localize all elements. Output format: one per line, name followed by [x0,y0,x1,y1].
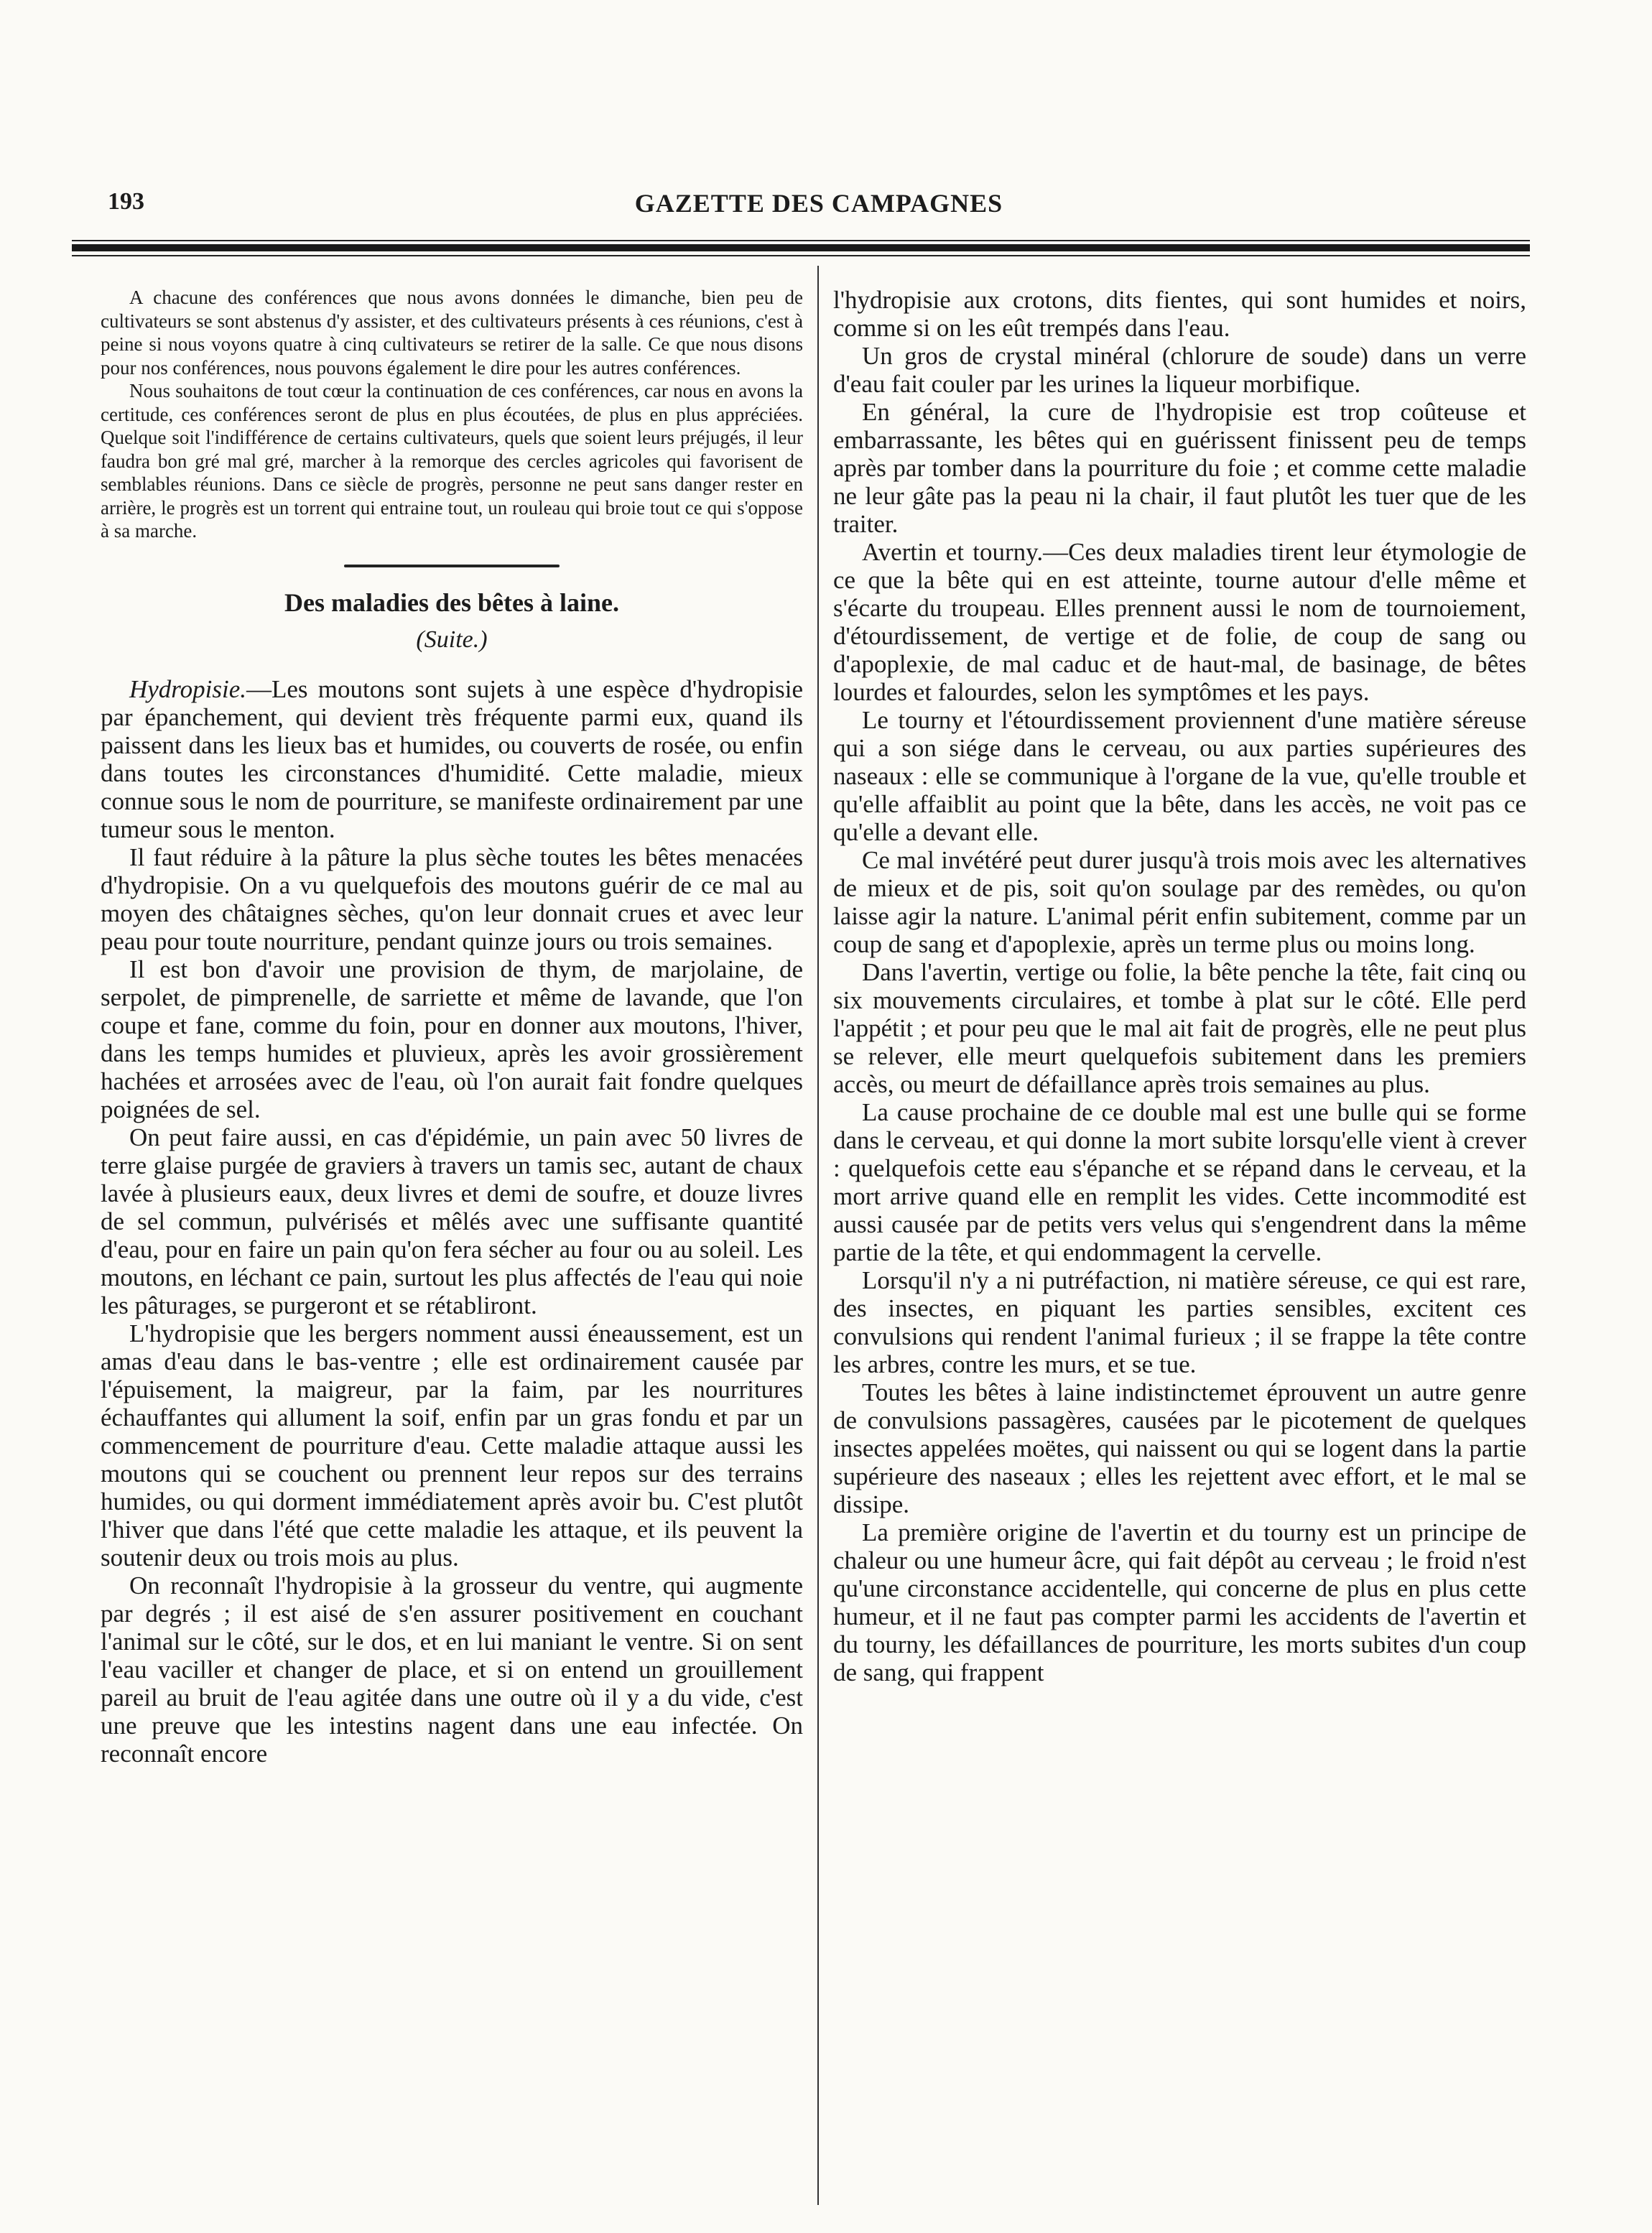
article-paragraph: Il faut réduire à la pâture la plus sèche toutes les bêtes menacées d'hydropisie. On a vu quelquefois des moutons guérir de ce mal au moyen des châtaignes sèches, qu'on leur donnait crues et avec leur peau pour toute nourriture, pendant quinze jours ou trois semaines. [101,842,803,955]
article-paragraph: l'hydropisie aux crotons, dits fientes, qui sont humides et noirs, comme si on les eût trempés dans l'eau. [833,286,1526,342]
article-paragraph: Toutes les bêtes à laine indistinctemet éprouvent un autre genre de convulsions passagères, causées par le picotement de quelques insectes appelées moëtes, qui naissent ou qui se logent dans la partie supérieure des naseaux ; elles les rejettent avec effort, et le mal se dissipe. [833,1378,1526,1518]
article-paragraph: Lorsqu'il n'y a ni putréfaction, ni matière séreuse, ce qui est rare, des insectes, en piquant les parties sensibles, excitent ces convulsions qui rendent l'animal furieux ; il se frappe la tête contre les arbres, contre les murs, et se tue. [833,1266,1526,1378]
article-paragraph: La cause prochaine de ce double mal est une bulle qui se forme dans le cerveau, et qui donne la mort subite lorsqu'elle vient à crever : quelquefois cette eau s'épanche et se répand dans le cerveau, et la mort arrive quand elle en remplit les vides. Cette incommodité est aussi causée par de petits vers velus qui s'engendrent dans la même partie de la tête, et qui endommagent la cervelle. [833,1098,1526,1266]
right-column [833,286,1526,1686]
article-paragraph: Ce mal invétéré peut durer jusqu'à trois mois avec les alternatives de mieux et de pis, soit qu'on soulage par des remèdes, ou qu'on laisse agir la nature. L'animal périt enfin subitement, comme par un coup de sang et d'apoplexie, après un terme plus ou moins long. [833,846,1526,958]
page-number: 193 [108,188,144,215]
left-column [101,286,803,1768]
intro-paragraph: Nous souhaitons de tout cœur la continuation de ces conférences, car nous en avons la certitude, ces conférences seront de plus en plus écoutées, de plus en plus appréciées. Quelque soit l'indifférence de certains cultivateurs, quels que soient leurs préjugés, il leur faudra bon gré mal gré, marcher à la remorque des cercles agricoles qui favorisent de semblables réunions. Dans ce siècle de progrès, personne ne peut sans danger rester en arrière, le progrès est un torrent qui entraine tout, un rouleau qui broie tout ce qui s'oppose à sa marche. [101,380,803,542]
header-rule-thick [72,244,1530,251]
article-paragraph [101,675,803,843]
journal-title: GAZETTE DES CAMPAGNES [634,189,1003,218]
article-paragraph: L'hydropisie que les bergers nomment aussi éneaussement, est un amas d'eau dans le bas-ventre ; elle est ordinairement causée par l'épuisement, la maigreur, par la faim, par les nourritures échauffantes qui allument la soif, enfin par un gras fondu et par un commencement de pourriture d'eau. Cette maladie attaque aussi les moutons qui se couchent ou prennent leur repos sur des terrains humides, ou qui dorment immédiatement après avoir bu. C'est plutôt l'hiver que dans l'été que cette maladie les attaque, et ils peuvent la soutenir deux ou trois mois au plus. [101,1319,803,1572]
paragraph-text: —Les moutons sont sujets à une espèce d'hydropisie par épanchement, qui devient très fréquente parmi eux, quand ils paissent dans les lieux bas et humides, ou couverts de rosée, ou enfin dans toutes les circonstances d'humidité. Cette maladie, mieux connue sous le nom de pourriture, se manifeste ordinairement par une tumeur sous le menton. [101,674,803,843]
column-divider [817,266,819,2205]
article-paragraph: Avertin et tourny.—Ces deux maladies tirent leur étymologie de ce que la bête qui en est atteinte, tourne autour d'elle même et s'écarte du troupeau. Elles prennent aussi le nom de tournoiement, d'étourdissement, de vertige et de folie, de coup de sang ou d'apoplexie, de mal caduc et de haut-mal, de basinage, de bêtes lourdes et falourdes, selon les symptômes et les pays. [833,538,1526,706]
article-paragraph: On reconnaît l'hydropisie à la grosseur du ventre, qui augmente par degrés ; il est aisé de s'en assurer positivement en couchant l'animal sur le côté, sur le dos, et en lui maniant le ventre. Si on sent l'eau vaciller et changer de place, et si on entend un grouillement pareil au bruit de l'eau agitée dans une outre où il y a du vide, c'est une preuve que les intestins nagent dans une eau infectée. On reconnaît encore [101,1571,803,1768]
article-paragraph: La première origine de l'avertin et du tourny est un principe de chaleur ou une humeur âcre, qui fait dépôt au cerveau ; le froid n'est qu'une circonstance accidentelle, qui concerne de plus en plus cette humeur, et il ne faut pas compter parmi les accidents de l'avertin et du tourny, les défaillances de pourriture, les morts subites d'un coup de sang, qui frappent [833,1518,1526,1686]
section-subtitle: (Suite.) [416,626,488,653]
header-rule-bottom [72,255,1530,256]
intro-paragraph: A chacune des conférences que nous avons données le dimanche, bien peu de cultivateurs se sont abstenus d'y assister, et des cultivateurs présents à ces réunions, c'est à peine si nous voyons quatre à cinq cultivateurs se retirer de la salle. Ce que nous disons pour nos conférences, nous pouvons également le dire pour les autres conférences. [101,287,803,379]
article-paragraph: On peut faire aussi, en cas d'épidémie, un pain avec 50 livres de terre glaise purgée de graviers à travers un tamis sec, autant de chaux lavée à plusieurs eaux, deux livres et demi de soufre, et douze livres de sel commun, pulvérisés et mêlés avec une suffisante quantité d'eau, pour en faire un pain qu'on fera sécher au four ou au soleil. Les moutons, en léchant ce pain, surtout les plus affectés de l'eau qui noie les pâturages, se purgeront et se rétabliront. [101,1123,803,1319]
page-header [108,188,1530,220]
article-paragraph: Dans l'avertin, vertige ou folie, la bête penche la tête, fait cinq ou six mouvements circulaires, et tombe à plat sur le côté. Elle perd l'appétit ; et pour peu que le mal ait fait de progrès, elle ne peut plus se relever, elle meurt quelquefois subitement dans les premiers accès, ou meurt de défaillance après trois semaines au plus. [833,958,1526,1098]
article-paragraph: Le tourny et l'étourdissement proviennent d'une matière séreuse qui a son siége dans le cerveau, ou aux parties supérieures des naseaux : elle se communique à l'organe de la vue, qu'elle trouble et qu'elle affaiblit au point que la bête, dans les accès, ne voit pas ce qu'elle a devant elle. [833,706,1526,846]
article-paragraph: En général, la cure de l'hydropisie est trop coûteuse et embarrassante, les bêtes qui en guérissent finissent peu de temps après par tomber dans la pourriture du foie ; et comme cette maladie ne leur gâte pas la peau ni la chair, il faut plutôt les tuer que de les traiter. [833,398,1526,538]
header-rule-top [72,240,1530,241]
section-title: Des maladies des bêtes à laine. [284,588,619,617]
section-separator [344,565,560,567]
article-paragraph: Il est bon d'avoir une provision de thym, de marjolaine, de serpolet, de pimprenelle, de sarriette et même de lavande, que l'on coupe et fane, comme du foin, pour en donner aux moutons, l'hiver, dans les temps humides et pluvieux, après les avoir grossièrement hachées et arrosées avec de l'eau, où l'on aurait fait fondre quelques poignées de sel. [101,955,803,1123]
article-paragraph: Un gros de crystal minéral (chlorure de soude) dans un verre d'eau fait couler par les urines la liqueur morbifique. [833,342,1526,398]
hydropisie-heading: Hydropisie. [129,674,246,703]
